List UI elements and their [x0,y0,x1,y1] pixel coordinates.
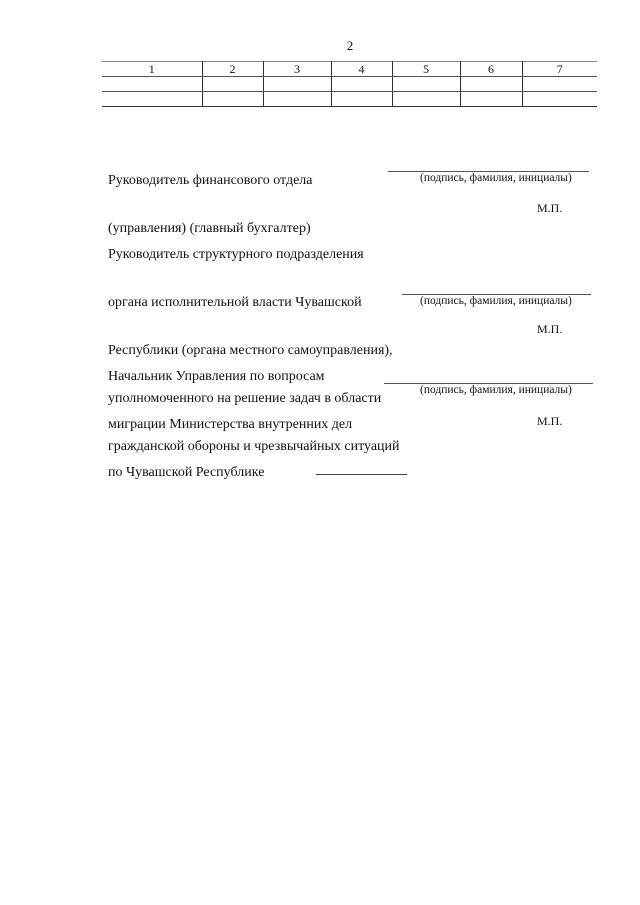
column-header: 1 [102,62,202,77]
column-header: 7 [522,62,597,77]
title-line: миграции Министерства внутренних дел [108,417,353,432]
title-line: Руководитель финансового отдела [108,173,313,188]
table-cell [331,92,392,107]
table-cell [460,92,522,107]
data-table [102,61,597,107]
column-header: 5 [392,62,460,77]
table-cell [102,92,202,107]
stamp-label: М.П. [537,322,563,336]
table-cell [392,92,460,107]
signature-caption: (подпись, фамилия, инициалы) [420,384,572,396]
signature-caption: (подпись, фамилия, инициалы) [420,295,572,307]
signatory-title-migration [108,337,352,497]
page-number: 2 [346,38,354,53]
table-header-row [102,62,597,77]
column-header: 6 [460,62,522,77]
table-cell [392,77,460,92]
table-cell [202,92,263,107]
title-line: Республики (органа местного самоуправления), [108,343,393,358]
stamp-label: М.П. [537,201,563,215]
title-line: Руководитель структурного подразделения [108,247,364,262]
end-separator-line [316,474,407,475]
signature-caption: (подпись, фамилия, инициалы) [420,172,572,184]
table-cell [263,77,331,92]
column-header: 3 [263,62,331,77]
table-cell [522,92,597,107]
title-line: уполномоченного на решение задач в области [108,391,382,406]
table-cell [102,77,202,92]
title-line: (управления) (главный бухгалтер) [108,221,311,236]
stamp-label: М.П. [537,414,563,428]
table-cell [460,77,522,92]
table-cell [202,77,263,92]
title-line: Начальник Управления по вопросам [108,369,325,384]
table-cell [263,92,331,107]
table-cell [331,77,392,92]
column-header: 4 [331,62,392,77]
column-header: 2 [202,62,263,77]
title-line: гражданской обороны и чрезвычайных ситуаций [108,439,400,454]
title-line: органа исполнительной власти Чувашской [108,295,362,310]
table-row [102,92,597,107]
table-row [102,77,597,92]
table-cell [522,77,597,92]
title-line: по Чувашской Республике [108,465,265,480]
